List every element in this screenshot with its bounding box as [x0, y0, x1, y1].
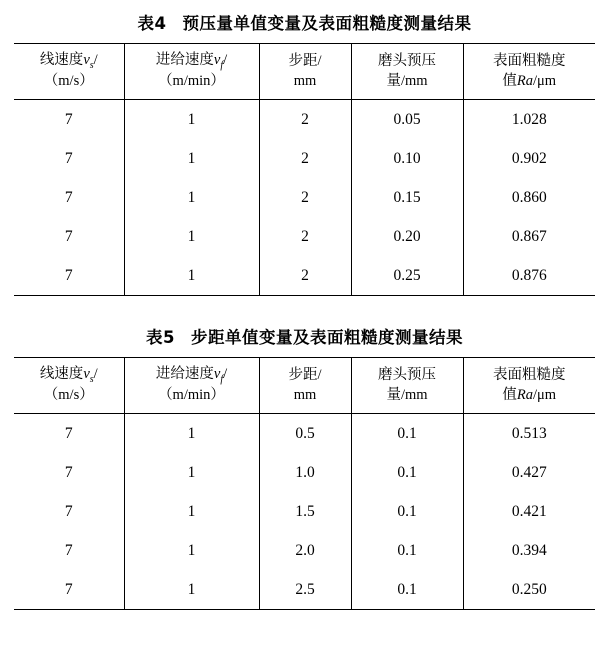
- cell-step: 2: [259, 256, 351, 296]
- cell-preload: 0.25: [351, 256, 463, 296]
- cell-feed-speed: 1: [124, 139, 259, 178]
- table-header-row: [14, 358, 595, 414]
- column-header-roughness: [463, 358, 595, 414]
- column-header-step: [259, 44, 351, 100]
- table-caption-title-4: 预压量单值变量及表面粗糙度测量结果: [182, 14, 472, 33]
- header-unit: （m/min）: [158, 73, 225, 90]
- cell-roughness: 0.513: [511, 424, 547, 442]
- header-var: v: [83, 52, 90, 69]
- cell-preload: 0.05: [351, 100, 463, 140]
- column-header-step: [259, 358, 351, 414]
- cell-feed-speed: 1: [124, 414, 259, 454]
- cell-line-speed: 7: [14, 414, 124, 454]
- cell-step: 2.0: [259, 531, 351, 570]
- column-header-feed-speed: [124, 44, 259, 100]
- header-text: 线速度: [39, 52, 84, 69]
- header-var: v: [83, 366, 90, 383]
- results-table-4: [14, 43, 595, 296]
- header-unit: mm: [293, 72, 317, 89]
- cell-feed-speed: 1: [124, 492, 259, 531]
- table-body: [14, 100, 595, 296]
- cell-roughness: 0.867: [511, 227, 547, 245]
- cell-preload: 0.1: [351, 414, 463, 454]
- header-var: v: [213, 366, 221, 383]
- table-caption-5: [14, 314, 595, 357]
- cell-line-speed: 7: [14, 139, 124, 178]
- table-row: [14, 531, 595, 570]
- cell-roughness: 0.250: [511, 580, 547, 598]
- cell-line-speed: 7: [14, 178, 124, 217]
- column-header-line-speed: [14, 358, 124, 414]
- header-var: Ra: [516, 72, 533, 89]
- column-header-feed-speed: [124, 358, 259, 414]
- cell-preload: 0.10: [351, 139, 463, 178]
- cell-feed-speed: 1: [124, 178, 259, 217]
- header-text: 磨头预压: [378, 53, 436, 70]
- cell-line-speed: 7: [14, 217, 124, 256]
- cell-roughness: 0.427: [511, 463, 547, 481]
- header-unit: （m/s）: [43, 73, 94, 90]
- cell-line-speed: 7: [14, 453, 124, 492]
- cell-step: 2.5: [259, 570, 351, 610]
- header-var: v: [213, 52, 221, 69]
- cell-step: 2: [259, 139, 351, 178]
- table-caption-title-5: 步距单值变量及表面粗糙度测量结果: [190, 328, 463, 347]
- header-text: 步距/: [288, 53, 322, 70]
- column-header-preload: [351, 44, 463, 100]
- header-post: /μm: [533, 386, 557, 403]
- header-sub: s: [89, 60, 94, 72]
- cell-roughness: 0.876: [511, 266, 547, 284]
- table-row: [14, 414, 595, 454]
- header-text: 磨头预压: [378, 367, 436, 384]
- header-unit: mm: [293, 386, 317, 403]
- cell-feed-speed: 1: [124, 256, 259, 296]
- cell-roughness: 0.860: [511, 188, 547, 206]
- header-text: 进给速度: [155, 52, 214, 69]
- table-body: [14, 414, 595, 610]
- header-text: 表面粗糙度: [493, 367, 566, 384]
- table-caption-number-5: 表5: [146, 328, 175, 347]
- cell-step: 2: [259, 217, 351, 256]
- header-sub: s: [89, 374, 94, 386]
- table-caption-4: [14, 0, 595, 43]
- table-caption-number-4: 表4: [137, 14, 167, 33]
- cell-line-speed: 7: [14, 100, 124, 140]
- cell-preload: 0.1: [351, 531, 463, 570]
- cell-preload: 0.20: [351, 217, 463, 256]
- cell-feed-speed: 1: [124, 217, 259, 256]
- header-post: /: [93, 366, 98, 383]
- table-row: [14, 217, 595, 256]
- cell-roughness: 0.902: [511, 149, 547, 167]
- cell-feed-speed: 1: [124, 531, 259, 570]
- cell-step: 2: [259, 178, 351, 217]
- table-row: [14, 139, 595, 178]
- cell-roughness: 0.394: [511, 541, 547, 559]
- cell-roughness: 0.421: [511, 502, 547, 520]
- cell-step: 1.0: [259, 453, 351, 492]
- header-text2: 值: [502, 386, 517, 403]
- header-text: 表面粗糙度: [493, 53, 566, 70]
- header-post: /μm: [533, 72, 557, 89]
- column-header-line-speed: [14, 44, 124, 100]
- header-text: 步距/: [288, 367, 322, 384]
- header-unit: 量/mm: [386, 72, 428, 89]
- results-table-5: [14, 357, 595, 610]
- table-row: [14, 453, 595, 492]
- cell-preload: 0.1: [351, 492, 463, 531]
- cell-line-speed: 7: [14, 256, 124, 296]
- cell-preload: 0.1: [351, 570, 463, 610]
- table-row: [14, 256, 595, 296]
- cell-preload: 0.1: [351, 453, 463, 492]
- header-post: /: [223, 366, 228, 383]
- header-text2: 值: [502, 72, 517, 89]
- header-text: 进给速度: [155, 366, 214, 383]
- table-block-5: [14, 314, 595, 610]
- header-unit: （m/s）: [43, 387, 94, 404]
- header-post: /: [93, 52, 98, 69]
- header-post: /: [223, 52, 228, 69]
- column-header-roughness: [463, 44, 595, 100]
- cell-step: 2: [259, 100, 351, 140]
- header-unit: 量/mm: [386, 386, 428, 403]
- cell-feed-speed: 1: [124, 100, 259, 140]
- cell-line-speed: 7: [14, 570, 124, 610]
- header-text: 线速度: [39, 366, 84, 383]
- table-spacer: [14, 296, 595, 314]
- header-unit: （m/min）: [158, 387, 225, 404]
- table-row: [14, 492, 595, 531]
- table-row: [14, 570, 595, 610]
- cell-feed-speed: 1: [124, 570, 259, 610]
- table-header-row: [14, 44, 595, 100]
- cell-line-speed: 7: [14, 492, 124, 531]
- table-block-4: [14, 0, 595, 296]
- header-sub: f: [220, 60, 224, 72]
- header-var: Ra: [516, 386, 533, 403]
- cell-roughness: 1.028: [511, 110, 547, 128]
- cell-line-speed: 7: [14, 531, 124, 570]
- column-header-preload: [351, 358, 463, 414]
- table-row: [14, 100, 595, 140]
- cell-step: 0.5: [259, 414, 351, 454]
- header-sub: f: [220, 374, 224, 386]
- cell-feed-speed: 1: [124, 453, 259, 492]
- cell-step: 1.5: [259, 492, 351, 531]
- table-row: [14, 178, 595, 217]
- cell-preload: 0.15: [351, 178, 463, 217]
